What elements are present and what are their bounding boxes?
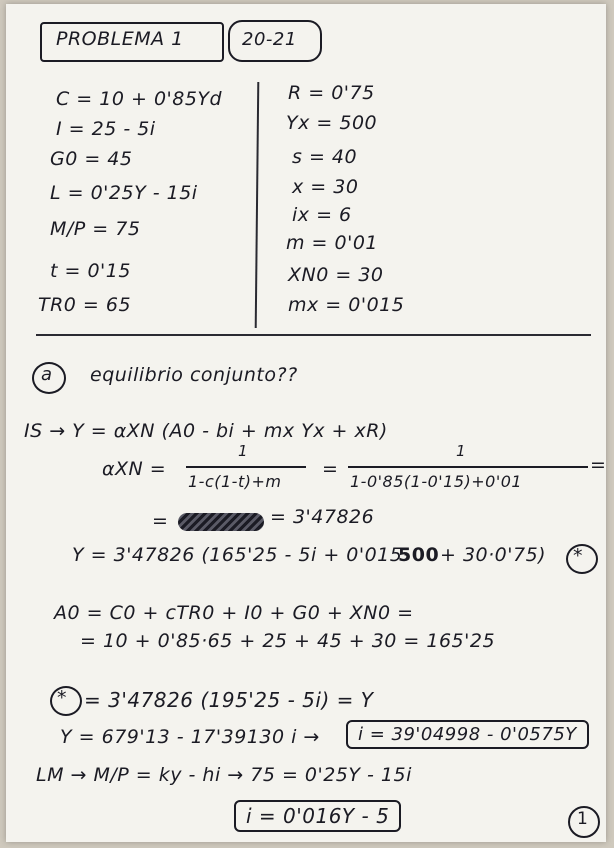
- alpha-result: = 3'47826: [270, 506, 375, 528]
- star-marker: *: [573, 545, 583, 567]
- section-marker: a: [41, 364, 53, 385]
- lm-equation: LM → M/P = ky - hi → 75 = 0'25Y - 15i: [36, 764, 412, 786]
- data-right-item: x = 30: [292, 176, 359, 198]
- alpha-denominator-2: 1-0'85(1-0'15)+0'01: [350, 472, 523, 491]
- data-left-item: I = 25 - 5i: [56, 118, 156, 140]
- alpha-label: αXN =: [102, 458, 167, 480]
- section-question: equilibrio conjunto??: [90, 364, 298, 386]
- y-equation-bold: 500: [398, 544, 440, 566]
- y-equation-end: + 30·0'75): [440, 544, 547, 566]
- data-left-item: t = 0'15: [50, 260, 131, 282]
- i-result-box: i = 39'04998 - 0'0575Y: [346, 720, 589, 749]
- problem-title: PROBLEMA 1: [56, 28, 184, 50]
- alpha-equals-2: =: [590, 454, 606, 476]
- data-left-item: M/P = 75: [50, 218, 141, 240]
- column-divider: [255, 82, 260, 328]
- data-right-item: mx = 0'015: [288, 294, 405, 316]
- data-left-item: G0 = 45: [50, 148, 133, 170]
- alpha-equals: =: [322, 458, 339, 480]
- fraction-bar: [348, 466, 588, 468]
- year-label: 20-21: [242, 29, 297, 50]
- y-result: Y = 679'13 - 17'39130 i →: [60, 726, 320, 748]
- data-right-item: R = 0'75: [288, 82, 375, 104]
- lm-result-box: i = 0'016Y - 5: [234, 800, 401, 832]
- a0-equation: A0 = C0 + cTR0 + I0 + G0 + XN0 =: [54, 602, 414, 624]
- page-number: 1: [577, 809, 589, 829]
- scribble-equals: =: [152, 510, 169, 532]
- data-right-item: ix = 6: [292, 204, 352, 226]
- data-right-item: s = 40: [292, 146, 358, 168]
- data-right-item: Yx = 500: [286, 112, 378, 134]
- data-left-item: L = 0'25Y - 15i: [50, 182, 198, 204]
- fraction-bar: [186, 466, 306, 468]
- section-divider: [36, 334, 591, 336]
- alpha-denominator-1: 1-c(1-t)+m: [188, 472, 282, 491]
- star-marker: *: [57, 687, 67, 709]
- is-equation: IS → Y = αXN (A0 - bi + mx Yx + xR): [24, 420, 388, 442]
- y-equation-start: Y = 3'47826 (165'25 - 5i + 0'015·: [72, 544, 409, 566]
- a0-calculation: = 10 + 0'85·65 + 25 + 45 + 30 = 165'25: [80, 630, 496, 652]
- data-right-item: XN0 = 30: [288, 264, 384, 286]
- alpha-numerator-2: 1: [456, 442, 467, 460]
- star-equation: = 3'47826 (195'25 - 5i) = Y: [84, 688, 374, 712]
- alpha-numerator-1: 1: [238, 442, 249, 460]
- data-left-item: TR0 = 65: [38, 294, 132, 316]
- crossed-out-scribble: [178, 513, 264, 531]
- data-left-item: C = 10 + 0'85Yd: [56, 88, 223, 110]
- data-right-item: m = 0'01: [286, 232, 378, 254]
- notebook-page: [6, 4, 606, 842]
